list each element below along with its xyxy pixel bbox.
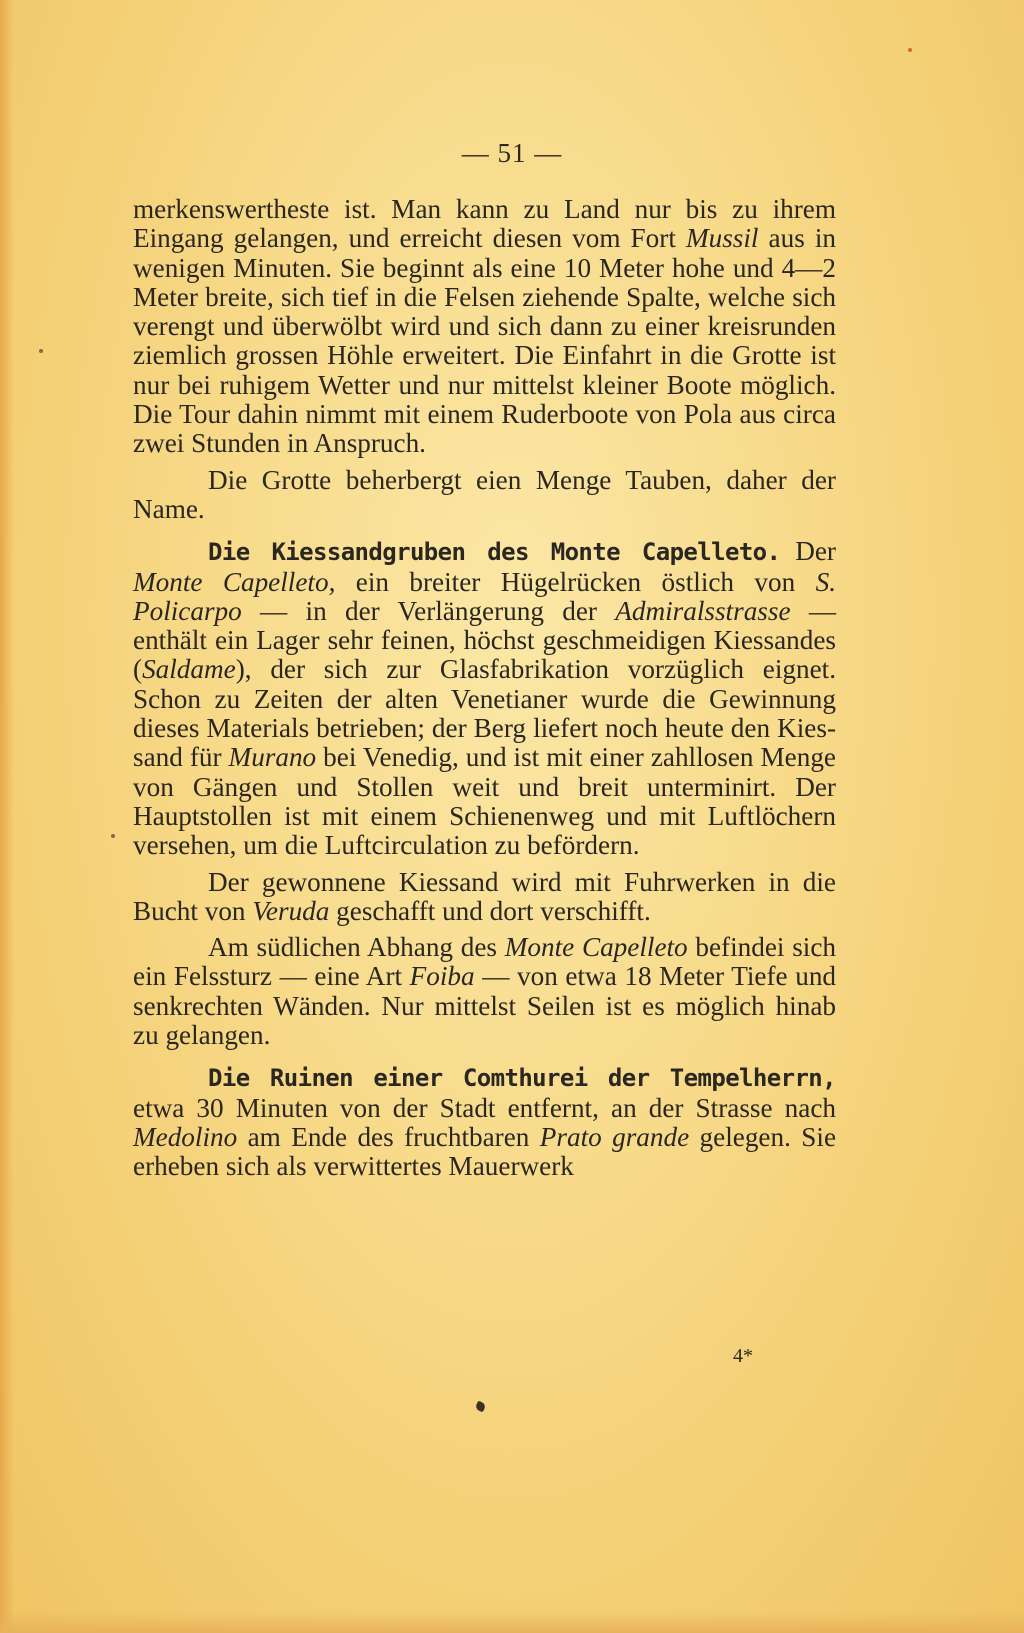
text-run: ), der sich zur Glasfabrikation vorzüglich eignet. Schon zu Zeiten der alten Venetianer wurde die Gewinnung dieses Materials betrieben; der Berg liefert noch heute den Kiessand für	[133, 654, 836, 773]
text-run: Der	[780, 536, 836, 567]
paragraph-kiessand-transport	[133, 868, 836, 927]
text-run: etwa 30 Minuten von der Stadt entfernt, an der Strasse nach	[133, 1092, 836, 1123]
paragraph-grotto-description	[133, 195, 836, 459]
text-run: bei Venedig, und ist mit einer zahllosen Menge von Gängen und Stollen weit und breit unterminirt. Der Hauptstollen ist mit einem Schienenweg und mit Luftlöchern versehen, um die Luftcirculation zu befördern.	[133, 742, 836, 861]
section-heading: Die Kiessandgruben des Monte Capelleto.	[208, 538, 781, 567]
place-name: Monte Capelleto	[504, 932, 688, 963]
text-run: Am südlichen Abhang des	[208, 932, 505, 963]
text-run: — enthält ein Lager sehr feinen, höchst geschmeidigen Kiessandes (	[133, 595, 837, 685]
page-number: — 51 —	[461, 138, 563, 168]
stain-dot	[111, 834, 115, 838]
place-name: Prato grande	[539, 1121, 690, 1152]
text-run: — in der Verlängerung der	[241, 595, 616, 626]
stain-dot	[39, 349, 43, 353]
stain-dot	[908, 48, 912, 52]
paragraph-felssturz	[133, 933, 836, 1050]
term: Saldame	[142, 654, 236, 685]
section-heading: Die Ruinen einer Comthurei der Tempelherrn,	[208, 1064, 836, 1093]
text-run: Der gewonnene Kiessand wird mit Fuhrwerken in die Bucht von	[133, 866, 836, 926]
place-name: S. Policarpo	[133, 566, 836, 626]
place-name: Veruda	[252, 895, 330, 926]
place-name: Medolino	[133, 1121, 238, 1152]
term: Foiba	[409, 961, 475, 992]
text-run: Die Grotte beherbergt eien Menge Tauben, daher der Name.	[133, 464, 836, 524]
place-name: Admiralsstrasse	[615, 595, 791, 626]
ink-speck	[475, 1401, 487, 1413]
text-run: — von etwa 18 Meter Tiefe und senkrechten Wänden. Nur mittelst Seilen ist es möglich hinab zu gelangen.	[133, 961, 837, 1051]
signature-mark: 4*	[733, 1345, 753, 1367]
text-run: merkenswertheste ist. Man kann zu Land nur bis zu ihrem Eingang gelangen, und erreicht diesen vom Fort	[133, 194, 836, 254]
text-run: befindei sich ein Felssturz — eine Art	[133, 932, 837, 992]
paragraph-grotto-name	[133, 466, 836, 525]
text-run: ein breiter Hügelrücken östlich von	[335, 566, 816, 597]
text-run: gelegen. Sie erheben sich als verwittertes Mauerwerk	[133, 1121, 837, 1182]
paragraph-kiessandgruben	[133, 537, 836, 860]
text-run: aus in wenigen Minuten. Sie beginnt als eine 10 Meter hohe und 4—2 Meter breite, sich tief in die Felsen ziehende Spalte, welche sich verengt und überwölbt wird und sich dann zu einer kreisrunden ziemlich grossen Höhle erweitert. Die Einfahrt in die Grotte ist nur bei ruhigem Wetter und nur mittelst kleiner Boote möglich. Die Tour dahin nimmt mit einem Ruderboote von Pola aus circa zwei Stunden in Anspruch.	[133, 223, 837, 459]
paragraph-tempelherrn	[133, 1063, 836, 1181]
text-run: geschafft und dort verschifft.	[329, 895, 651, 926]
place-name: Monte Capelleto,	[133, 566, 336, 597]
body-text	[133, 195, 836, 1182]
place-name: Mussil	[685, 223, 759, 254]
place-name: Murano	[228, 742, 317, 773]
text-run: am Ende des fruchtbaren	[237, 1121, 540, 1152]
